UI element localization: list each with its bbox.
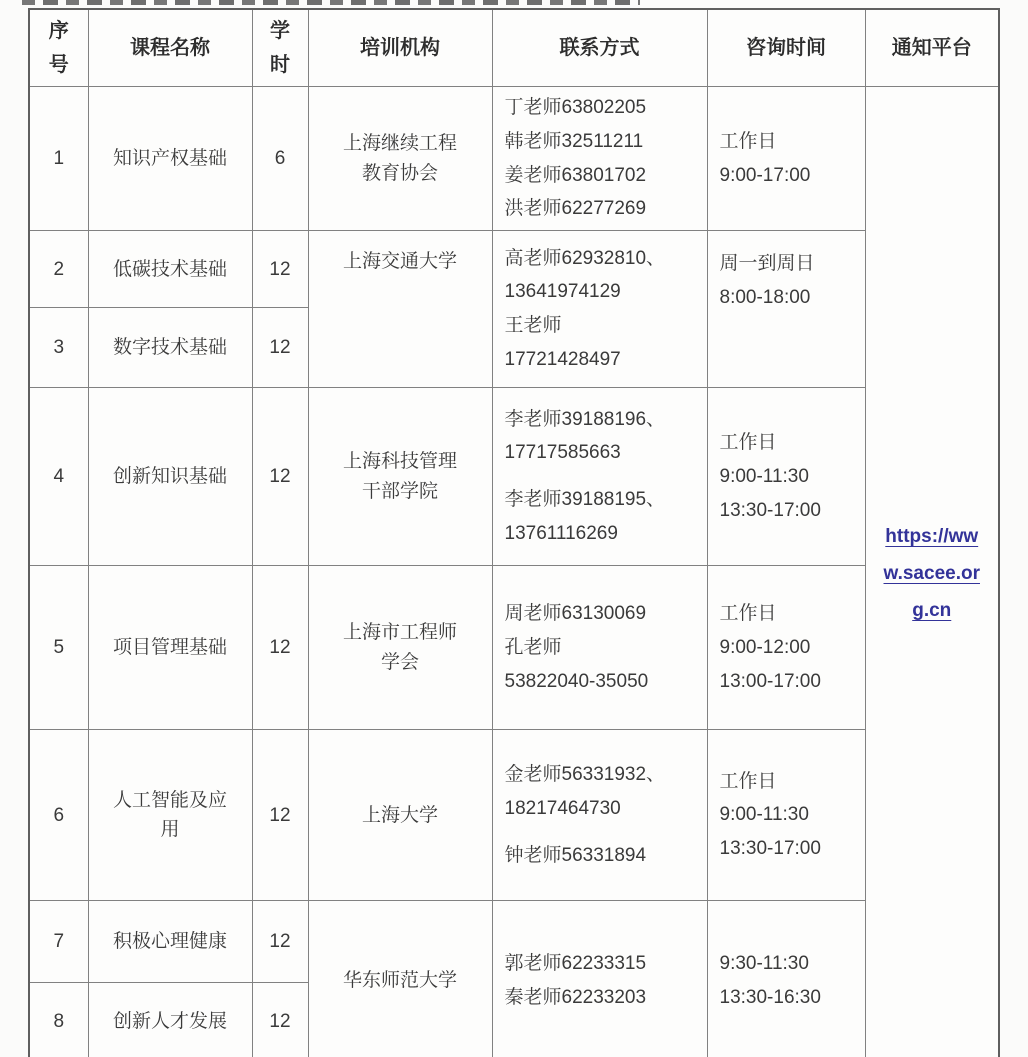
contact-line: 孔老师 (504, 636, 562, 658)
platform-link-line: g.cn (912, 599, 952, 621)
time-line: 工作日 (719, 130, 777, 152)
seq-cell: 5 (29, 566, 88, 730)
contact-cell (492, 566, 707, 730)
hours-cell: 12 (252, 231, 308, 308)
contact-line: 13761116269 (504, 523, 618, 545)
org-line: 上海科技管理 (342, 451, 457, 473)
contact-line: 高老师62932810、 (504, 247, 666, 269)
org-line: 华东师范大学 (342, 969, 457, 991)
course-cell (88, 730, 252, 901)
header-time (707, 9, 865, 87)
contact-line: 钟老师56331894 (504, 844, 647, 866)
time-cell (707, 388, 865, 566)
table-header (29, 9, 999, 87)
table-row-6 (29, 730, 999, 901)
contact-line: 53822040-35050 (504, 670, 649, 692)
contact-line: 秦老师62233203 (504, 986, 647, 1008)
header-contact (492, 9, 707, 87)
time-line: 周一到周日 (719, 253, 815, 275)
time-line: 13:30-16:30 (719, 986, 821, 1008)
hours-cell: 12 (252, 983, 308, 1057)
course-line: 积极心理健康 (112, 931, 227, 953)
header-org-label: 培训机构 (360, 36, 440, 59)
time-line: 9:00-17:00 (719, 164, 811, 186)
platform-link-line: w.sacee.or (883, 562, 980, 584)
platform-cell (865, 87, 999, 1057)
contact-line: 周老师63130069 (504, 603, 647, 625)
header-course-label: 课程名称 (130, 36, 210, 59)
contact-line: 郭老师62233315 (504, 952, 647, 974)
time-line: 13:30-17:00 (719, 499, 821, 521)
contact-cell (492, 730, 707, 901)
course-cell (88, 388, 252, 566)
time-line: 13:00-17:00 (719, 670, 821, 692)
contact-line: 洪老师62277269 (504, 198, 647, 220)
header-platform-label: 通知平台 (891, 36, 972, 59)
hours-cell: 12 (252, 730, 308, 901)
time-cell (707, 231, 865, 388)
course-cell (88, 901, 252, 983)
org-line: 教育协会 (361, 162, 438, 184)
org-line: 上海市工程师 (342, 622, 457, 644)
time-line: 工作日 (719, 770, 777, 792)
time-line: 9:00-11:30 (719, 804, 809, 826)
course-line: 数字技术基础 (112, 337, 227, 359)
header-platform (865, 9, 999, 87)
header-seq-label: 序号 (48, 20, 69, 76)
contact-line: 王老师 (504, 315, 562, 337)
header-time-label: 咨询时间 (746, 36, 826, 59)
course-cell (88, 566, 252, 730)
header-hours (252, 9, 308, 87)
contact-line: 13641974129 (504, 281, 621, 303)
course-cell (88, 308, 252, 388)
org-line: 上海大学 (361, 804, 438, 826)
hours-cell: 12 (252, 388, 308, 566)
cropped-heading-remnant (22, 0, 640, 5)
header-seq (29, 9, 88, 87)
seq-cell: 1 (29, 87, 88, 231)
org-cell (308, 566, 492, 730)
course-cell (88, 231, 252, 308)
course-cell (88, 87, 252, 231)
contact-cell (492, 87, 707, 231)
course-table (28, 8, 1000, 1057)
time-cell (707, 901, 865, 1057)
time-line: 9:00-11:30 (719, 465, 809, 487)
seq-cell: 2 (29, 231, 88, 308)
contact-cell (492, 901, 707, 1057)
table-row-2 (29, 231, 999, 308)
contact-line: 18217464730 (504, 797, 621, 819)
header-contact-label: 联系方式 (559, 36, 640, 59)
contact-line: 李老师39188195、 (504, 489, 666, 511)
org-cell (308, 730, 492, 901)
contact-cell (492, 231, 707, 388)
org-cell (308, 388, 492, 566)
time-cell (707, 87, 865, 231)
contact-line: 姜老师63801702 (504, 164, 647, 186)
header-org (308, 9, 492, 87)
contact-line: 金老师56331932、 (504, 764, 666, 786)
header-course (88, 9, 252, 87)
org-cell (308, 231, 492, 388)
course-line: 知识产权基础 (112, 147, 227, 169)
contact-line: 17721428497 (504, 349, 621, 371)
org-cell (308, 87, 492, 231)
time-line: 工作日 (719, 432, 777, 454)
seq-cell: 8 (29, 983, 88, 1057)
seq-cell: 7 (29, 901, 88, 983)
time-line: 工作日 (719, 603, 777, 625)
time-line: 9:30-11:30 (719, 952, 809, 974)
contact-line: 丁老师63802205 (504, 97, 647, 118)
contact-line: 李老师39188196、 (504, 408, 666, 430)
hours-cell: 12 (252, 901, 308, 983)
course-cell (88, 983, 252, 1057)
time-cell (707, 730, 865, 901)
org-line: 干部学院 (361, 480, 438, 502)
time-cell (707, 566, 865, 730)
header-hours-label: 学时 (270, 20, 290, 76)
table-row-5 (29, 566, 999, 730)
table-row-4 (29, 388, 999, 566)
org-cell (308, 901, 492, 1057)
time-line: 8:00-18:00 (719, 287, 811, 309)
course-line: 创新知识基础 (112, 466, 227, 488)
contact-cell (492, 388, 707, 566)
time-line: 13:30-17:00 (719, 838, 821, 860)
course-line: 用 (160, 819, 180, 841)
hours-cell: 6 (252, 87, 308, 231)
course-line: 创新人才发展 (112, 1010, 227, 1032)
table-row-1 (29, 87, 999, 231)
course-line: 低碳技术基础 (112, 258, 227, 280)
contact-line: 17717585663 (504, 442, 621, 464)
platform-link-line: https://ww (885, 525, 979, 547)
course-line: 项目管理基础 (112, 637, 227, 659)
table-row-7 (29, 901, 999, 983)
hours-cell: 12 (252, 308, 308, 388)
header-row (29, 9, 999, 87)
org-line: 上海继续工程 (342, 133, 457, 155)
seq-cell: 4 (29, 388, 88, 566)
course-line: 人工智能及应 (112, 789, 227, 811)
contact-line: 韩老师32511211 (504, 130, 644, 152)
seq-cell: 3 (29, 308, 88, 388)
time-line: 9:00-12:00 (719, 636, 811, 658)
seq-cell: 6 (29, 730, 88, 901)
org-line: 上海交通大学 (342, 251, 457, 273)
org-line: 学会 (380, 651, 419, 673)
hours-cell: 12 (252, 566, 308, 730)
platform-link[interactable] (884, 518, 980, 629)
